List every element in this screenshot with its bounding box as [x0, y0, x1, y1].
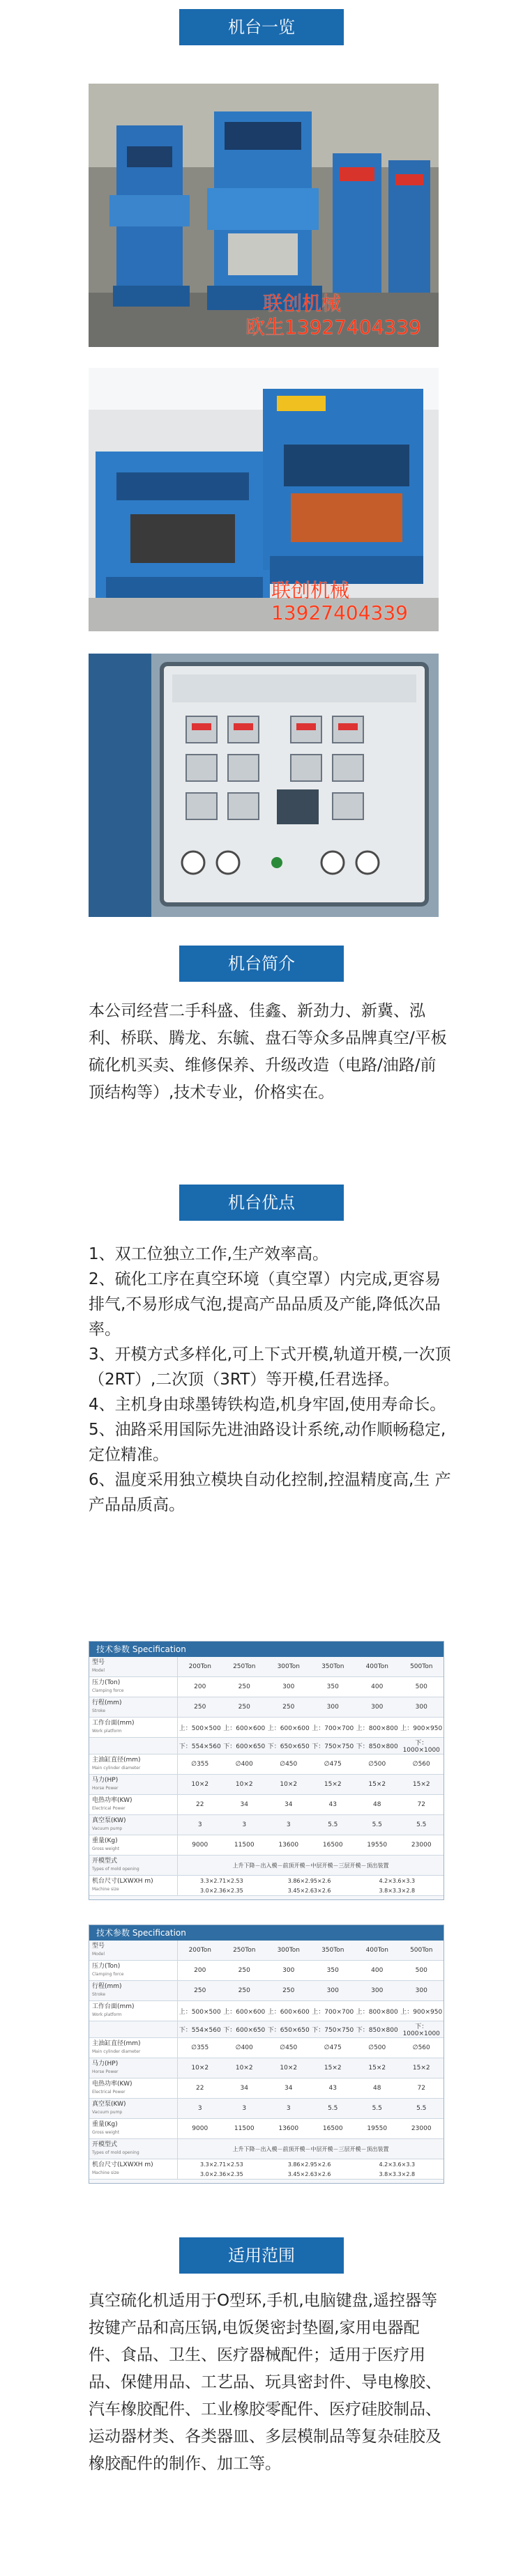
spec-row-label — [89, 1738, 178, 1754]
spec-row-label-en: Machine size — [92, 2170, 119, 2175]
spec-cell: 250 — [194, 1987, 206, 1994]
spec-cell: 上：900×950 — [400, 2008, 443, 2016]
spec-row-label — [89, 1856, 178, 1875]
spec-row-values — [178, 2038, 444, 2058]
spec-row-label-en: Electrical Power — [92, 2090, 126, 2095]
spec-row-label — [89, 2078, 178, 2098]
spec-row-label — [89, 1941, 178, 1960]
spec-cell: 200Ton — [188, 1947, 211, 1954]
spec-row-label-en: Types of mold opening — [92, 2150, 139, 2155]
spec-row-label — [89, 2001, 178, 2021]
spec-cell: ∅355 — [191, 1761, 209, 1768]
spec-row-label-cn: 开模型式 — [92, 2141, 118, 2148]
spec-cell: ∅450 — [280, 1761, 298, 1768]
spec-cell: 500Ton — [410, 1947, 433, 1954]
spec-cell: 23000 — [411, 2125, 432, 2132]
spec-cell: 22 — [196, 1801, 204, 1808]
spec-row-values — [178, 1657, 444, 1676]
spec-cell: 300 — [282, 1683, 295, 1690]
spec-cell: 350Ton — [321, 1663, 344, 1670]
spec-opening-text: 上升下降－出入模－前顶开模－中层开模－三层开模－顶出装置 — [232, 2145, 389, 2152]
spec-row-label-cn: 真空泵(KW) — [92, 2101, 126, 2108]
spec-cell: 350 — [326, 1967, 339, 1974]
spec-cell: 3 — [197, 1821, 202, 1828]
spec-row-label-cn: 压力(Ton) — [92, 1679, 121, 1686]
spec-row-label-en: Horse Power — [92, 1786, 119, 1791]
spec-cell: ∅560 — [412, 1761, 430, 1768]
spec-cell: 上：900×950 — [400, 1725, 443, 1732]
spec-cell: ∅475 — [324, 2044, 342, 2051]
spec-table-body — [89, 1657, 444, 1896]
spec-size-cell: 3.3×2.71×2.53 — [199, 2161, 243, 2168]
spec-cell: 上：700×700 — [312, 1725, 354, 1732]
spec-cell: 43 — [328, 2085, 337, 2092]
spec-cell: 300 — [282, 1967, 295, 1974]
machine-photo-3-graphic — [89, 654, 439, 917]
spec-table-title: 技术参数 Specification — [89, 1925, 444, 1941]
spec-row-label — [89, 2139, 178, 2159]
spec-cell: 3 — [242, 1821, 247, 1828]
spec-cell: 16500 — [322, 1842, 343, 1849]
spec-row-label-en: Stroke — [92, 1992, 106, 1997]
spec-cell: 13600 — [278, 1842, 299, 1849]
spec-cell: ∅355 — [191, 2044, 209, 2051]
spec-cell: 400 — [371, 1683, 384, 1690]
spec-row-values — [178, 1795, 444, 1814]
photo-watermark-2b: 13927404339 — [271, 601, 408, 624]
spec-cell: 300Ton — [277, 1947, 300, 1954]
spec-cell: 300 — [371, 1987, 384, 1994]
spec-row-label-en: Main cylinder diameter — [92, 2049, 141, 2054]
spec-cell: 500 — [415, 1967, 427, 1974]
spec-row-label-cn: 行程(mm) — [92, 1983, 122, 1990]
spec-cell: 250 — [238, 1683, 250, 1690]
spec-cell: 250 — [238, 1967, 250, 1974]
spec-cell: 34 — [240, 2085, 248, 2092]
section-title-overview: 机台一览 — [179, 9, 344, 45]
advantage-item: 3、开模方式多样化,可上下式开模,轨道开模,一次顶（2RT）,二次顶（3RT）等开模,任君选择。 — [89, 1345, 451, 1389]
spec-cell: 5.5 — [372, 1821, 382, 1828]
advantages-list — [89, 1242, 451, 1518]
spec-size-cell: 3.8×3.3×2.8 — [379, 1887, 416, 1894]
spec-size-values — [178, 1876, 444, 1895]
spec-table-body — [89, 1941, 444, 2180]
spec-cell: 10×2 — [235, 1781, 253, 1788]
spec-row — [89, 1815, 444, 1835]
spec-row — [89, 1677, 444, 1697]
spec-cell: 5.5 — [328, 2105, 338, 2112]
spec-row-values — [178, 1835, 444, 1855]
spec-cell: 下：600×650 — [223, 2027, 266, 2034]
spec-row-label-en: Clamping force — [92, 1972, 124, 1977]
spec-row-label — [89, 2159, 178, 2179]
spec-row-label-en: Model — [92, 1952, 105, 1957]
spec-cell: 15×2 — [412, 1781, 430, 1788]
spec-cell: 9000 — [192, 1842, 209, 1849]
spec-row-opening — [89, 2139, 444, 2159]
spec-row-label-cn: 工作台面(mm) — [92, 1720, 135, 1727]
spec-size-cell: 3.86×2.95×2.6 — [287, 1877, 331, 1884]
spec-row-label — [89, 1697, 178, 1717]
spec-row-label-cn: 重量(Kg) — [92, 1837, 118, 1844]
spec-row-label-cn: 行程(mm) — [92, 1699, 122, 1706]
spec-cell: ∅560 — [412, 2044, 430, 2051]
spec-table-2 — [89, 1925, 444, 2184]
spec-row-label-cn: 型号 — [92, 1943, 105, 1950]
spec-row — [89, 2058, 444, 2078]
spec-row-label — [89, 2021, 178, 2037]
spec-cell: 19550 — [367, 2125, 388, 2132]
spec-row-label — [89, 2119, 178, 2138]
spec-cell: 3 — [286, 1821, 291, 1828]
spec-cell: 上：500×500 — [179, 1725, 221, 1732]
spec-cell: 下：554×560 — [179, 1743, 221, 1750]
spec-row-label-en: Work platform — [92, 2012, 122, 2017]
spec-cell: 下：750×750 — [312, 1743, 354, 1750]
spec-cell: ∅400 — [235, 1761, 253, 1768]
spec-row-label — [89, 2058, 178, 2078]
spec-cell: 10×2 — [191, 2065, 209, 2072]
spec-row-values — [178, 1754, 444, 1774]
spec-row-label-en: Machine size — [92, 1887, 119, 1892]
spec-cell: 上：800×800 — [356, 2008, 398, 2016]
spec-cell: ∅500 — [368, 2044, 386, 2051]
spec-cell: 5.5 — [416, 1821, 427, 1828]
spec-size-cell: 3.86×2.95×2.6 — [287, 2161, 331, 2168]
spec-row-values — [178, 1961, 444, 1980]
spec-size-cell: 3.0×2.36×2.35 — [199, 2170, 243, 2177]
machine-photo-2-graphic — [89, 368, 439, 631]
spec-row-label-en: Main cylinder diameter — [92, 1766, 141, 1771]
section-title-advantages: 机台优点 — [179, 1185, 344, 1221]
spec-table-title: 技术参数 Specification — [89, 1642, 444, 1657]
spec-cell: 34 — [285, 2085, 293, 2092]
spec-opening-text: 上升下降－出入模－前顶开模－中层开模－三层开模－顶出装置 — [232, 1862, 389, 1869]
spec-row — [89, 1981, 444, 2001]
section-title-intro: 机台简介 — [179, 946, 344, 982]
spec-cell: 下：650×650 — [267, 1743, 310, 1750]
machine-photo-1 — [89, 84, 439, 347]
spec-row — [89, 2001, 444, 2021]
spec-cell: 300Ton — [277, 1663, 300, 1670]
spec-row-label — [89, 2099, 178, 2118]
spec-cell: 15×2 — [412, 2065, 430, 2072]
section-title-scope: 适用范围 — [179, 2237, 344, 2274]
spec-cell: 350 — [326, 1683, 339, 1690]
spec-cell: 下：650×650 — [267, 2027, 310, 2034]
spec-size-cell: 3.8×3.3×2.8 — [379, 2170, 416, 2177]
spec-row-label-en: Clamping force — [92, 1688, 124, 1693]
spec-cell: 250Ton — [233, 1663, 256, 1670]
spec-cell: 34 — [240, 1801, 248, 1808]
spec-row-values — [178, 1718, 444, 1737]
photo-watermark-1b: 欧生13927404339 — [245, 316, 421, 339]
spec-cell: 上：600×600 — [267, 1725, 310, 1732]
spec-cell: 下：1000×1000 — [402, 2023, 440, 2037]
spec-row-label-cn: 马力(HP) — [92, 2060, 119, 2067]
spec-row-label-en: Horse Power — [92, 2069, 119, 2074]
spec-row — [89, 1835, 444, 1856]
spec-cell: 400Ton — [365, 1663, 388, 1670]
spec-row-values — [178, 1697, 444, 1717]
spec-cell: 15×2 — [368, 2065, 386, 2072]
spec-cell: 上：600×600 — [223, 2008, 266, 2016]
advantage-item: 2、硫化工序在真空环境（真空罩）内完成,更容易排气,不易形成气泡,提高产品品质及产能,降低次品率。 — [89, 1270, 441, 1339]
spec-row-label — [89, 1961, 178, 1980]
spec-cell: 250 — [282, 1704, 295, 1711]
spec-row-label-en: Vacuum pump — [92, 1826, 123, 1831]
machine-photo-3 — [89, 654, 439, 917]
spec-row-values — [178, 2021, 444, 2037]
advantage-item: 1、双工位独立工作,生产效率高。 — [89, 1245, 328, 1263]
spec-row-label-en: Types of mold opening — [92, 1867, 139, 1872]
spec-cell: 300 — [415, 1704, 427, 1711]
spec-row-values — [178, 1981, 444, 2000]
spec-cell: 48 — [373, 1801, 381, 1808]
spec-cell: 300 — [326, 1704, 339, 1711]
spec-cell: ∅475 — [324, 1761, 342, 1768]
spec-row-label — [89, 1718, 178, 1737]
spec-table-1 — [89, 1641, 444, 1900]
spec-row-label-cn: 马力(HP) — [92, 1777, 119, 1784]
spec-row-label-en: Vacuum pump — [92, 2110, 123, 2115]
spec-row-label-cn: 主油缸直径(mm) — [92, 2040, 141, 2047]
spec-cell: 下：554×560 — [179, 2027, 221, 2034]
spec-size-cell: 3.0×2.36×2.35 — [199, 1887, 243, 1894]
spec-row-label-cn: 型号 — [92, 1659, 105, 1666]
spec-row-model — [89, 1657, 444, 1677]
spec-row-values — [178, 1677, 444, 1697]
spec-row-values — [178, 2001, 444, 2021]
spec-cell: 上：700×700 — [312, 2008, 354, 2016]
spec-row-label — [89, 1775, 178, 1794]
spec-row-label-cn: 工作台面(mm) — [92, 2003, 135, 2010]
advantage-item: 6、温度采用独立模块自动化控制,控温精度高,生 产产品品质高。 — [89, 1471, 451, 1514]
spec-row — [89, 1961, 444, 1981]
photo-watermark-1a: 联创机械 — [263, 292, 342, 315]
spec-cell: 上：600×600 — [267, 2008, 310, 2016]
intro-paragraph: 本公司经营二手科盛、佳鑫、新劲力、新冀、泓利、桥联、腾龙、东毓、盘石等众多品牌真空/平板硫化机买卖、维修保养、升级改造（电路/油路/前顶结构等）,技术专业，价格实在。 — [89, 1002, 447, 1102]
spec-cell: 9000 — [192, 2125, 209, 2132]
spec-cell: 350Ton — [321, 1947, 344, 1954]
spec-cell: 3 — [197, 2105, 202, 2112]
spec-cell: 上：800×800 — [356, 1725, 398, 1732]
spec-cell: 11500 — [234, 2125, 255, 2132]
photo-watermark-2a: 联创机械 — [271, 579, 350, 602]
spec-cell: 上：500×500 — [179, 2008, 221, 2016]
spec-row-label-en: Model — [92, 1668, 105, 1673]
spec-cell: 43 — [328, 1801, 337, 1808]
spec-cell: ∅450 — [280, 2044, 298, 2051]
spec-cell: 72 — [417, 2085, 425, 2092]
spec-cell: 5.5 — [328, 1821, 338, 1828]
spec-row-label — [89, 1795, 178, 1814]
spec-row — [89, 1738, 444, 1754]
spec-row-label-cn: 真空泵(KW) — [92, 1817, 126, 1824]
spec-cell: 16500 — [322, 2125, 343, 2132]
spec-cell: 200 — [194, 1683, 206, 1690]
spec-row-label-cn: 主油缸直径(mm) — [92, 1757, 141, 1764]
spec-cell: 下：850×800 — [356, 1743, 398, 1750]
spec-cell: 下：750×750 — [312, 2027, 354, 2034]
spec-row — [89, 2119, 444, 2139]
spec-cell: 19550 — [367, 1842, 388, 1849]
spec-row-values — [178, 1815, 444, 1835]
spec-cell: 3 — [286, 2105, 291, 2112]
spec-row-label — [89, 1754, 178, 1774]
spec-row — [89, 1718, 444, 1738]
spec-cell: 400 — [371, 1967, 384, 1974]
spec-cell: 下：850×800 — [356, 2027, 398, 2034]
advantage-item: 5、油路采用国际先进油路设计系统,动作顺畅稳定,定位精准。 — [89, 1421, 446, 1464]
spec-row-values — [178, 2078, 444, 2098]
spec-cell: 22 — [196, 2085, 204, 2092]
spec-cell: 200 — [194, 1967, 206, 1974]
spec-row-opening — [89, 1856, 444, 1876]
spec-row — [89, 1795, 444, 1815]
spec-size-cell: 4.2×3.6×3.3 — [379, 2161, 416, 2168]
spec-cell: 5.5 — [372, 2105, 382, 2112]
scope-paragraph: 真空硫化机适用于O型环,手机,电脑键盘,遥控器等按键产品和高压锅,电饭煲密封垫圈,家用电器配件、食品、卫生、医疗器械配件；适用于医疗用品、保健用品、工艺品、玩具密封件、导电橡胶、汽车橡胶配件、工业橡胶零配件、医疗硅胶制品、运动器材类、各类器皿、多层模制品等复杂硅胶及橡胶配件的制作、加工等。 — [89, 2292, 441, 2473]
spec-cell: 250 — [238, 1987, 250, 1994]
spec-row-values — [178, 2099, 444, 2118]
spec-cell: 13600 — [278, 2125, 299, 2132]
spec-cell: 3 — [242, 2105, 247, 2112]
spec-cell: 10×2 — [280, 1781, 298, 1788]
spec-row — [89, 2099, 444, 2119]
spec-cell: 48 — [373, 2085, 381, 2092]
spec-size-cell: 3.45×2.63×2.6 — [287, 2170, 331, 2177]
spec-cell: 5.5 — [416, 2105, 427, 2112]
spec-size-cell: 4.2×3.6×3.3 — [379, 1877, 416, 1884]
spec-row-label-en: Stroke — [92, 1709, 106, 1713]
spec-row-label-cn: 重量(Kg) — [92, 2121, 118, 2128]
spec-cell: 400Ton — [365, 1947, 388, 1954]
spec-row-label-cn: 机台尺寸(LXWXH m) — [92, 2161, 153, 2168]
spec-cell: ∅400 — [235, 2044, 253, 2051]
spec-row-label — [89, 1677, 178, 1697]
spec-cell: 72 — [417, 1801, 425, 1808]
spec-cell: 300 — [371, 1704, 384, 1711]
spec-row-label-cn: 开模型式 — [92, 1858, 118, 1865]
spec-row-values — [178, 1775, 444, 1794]
spec-row-values — [178, 1941, 444, 1960]
spec-row-label — [89, 2038, 178, 2058]
spec-row-label-en: Gross weight — [92, 2130, 120, 2135]
spec-cell: 300 — [326, 1987, 339, 1994]
spec-cell: 300 — [415, 1987, 427, 1994]
spec-cell: 11500 — [234, 1842, 255, 1849]
spec-row-model — [89, 1941, 444, 1961]
spec-row-size — [89, 2159, 444, 2180]
spec-cell: 250Ton — [233, 1947, 256, 1954]
spec-cell: 250 — [282, 1987, 295, 1994]
spec-row — [89, 2078, 444, 2099]
spec-row-label-en: Electrical Power — [92, 1806, 126, 1811]
spec-cell: 15×2 — [324, 1781, 342, 1788]
spec-size-cell: 3.45×2.63×2.6 — [287, 1887, 331, 1894]
spec-row-values — [178, 1738, 444, 1754]
spec-cell: 下：600×650 — [223, 1743, 266, 1750]
spec-row-label-en: Work platform — [92, 1729, 122, 1734]
machine-photo-2 — [89, 368, 439, 631]
spec-cell: 15×2 — [324, 2065, 342, 2072]
spec-row-label — [89, 1657, 178, 1676]
spec-row-label-cn: 电热功率(KW) — [92, 2081, 132, 2088]
spec-row-label — [89, 1981, 178, 2000]
spec-row-label-cn: 压力(Ton) — [92, 1963, 121, 1970]
spec-row-label-en: Gross weight — [92, 1846, 120, 1851]
spec-cell: 23000 — [411, 1842, 432, 1849]
spec-row-size — [89, 1876, 444, 1896]
spec-cell: 500Ton — [410, 1663, 433, 1670]
spec-cell: 250 — [194, 1704, 206, 1711]
spec-size-values — [178, 2159, 444, 2179]
spec-row — [89, 2021, 444, 2038]
spec-row — [89, 2038, 444, 2058]
spec-cell: 10×2 — [235, 2065, 253, 2072]
spec-row — [89, 1697, 444, 1718]
advantage-item: 4、主机身由球墨铸铁构造,机身牢固,使用寿命长。 — [89, 1396, 446, 1414]
spec-row-label — [89, 1876, 178, 1895]
spec-cell: 10×2 — [280, 2065, 298, 2072]
spec-cell: 500 — [415, 1683, 427, 1690]
spec-row-label — [89, 1815, 178, 1835]
spec-row — [89, 1754, 444, 1775]
spec-cell: 上：600×600 — [223, 1725, 266, 1732]
spec-cell: 10×2 — [191, 1781, 209, 1788]
spec-row — [89, 1775, 444, 1795]
spec-cell: ∅500 — [368, 1761, 386, 1768]
spec-cell: 下：1000×1000 — [402, 1740, 440, 1754]
spec-row-label-cn: 机台尺寸(LXWXH m) — [92, 1878, 153, 1885]
spec-row-label — [89, 1835, 178, 1855]
spec-row-values — [178, 2119, 444, 2138]
spec-cell: 15×2 — [368, 1781, 386, 1788]
spec-cell: 34 — [285, 1801, 293, 1808]
spec-row-values — [178, 2058, 444, 2078]
spec-size-cell: 3.3×2.71×2.53 — [199, 1877, 243, 1884]
spec-cell: 200Ton — [188, 1663, 211, 1670]
spec-cell: 250 — [238, 1704, 250, 1711]
spec-row-label-cn: 电热功率(KW) — [92, 1797, 132, 1804]
